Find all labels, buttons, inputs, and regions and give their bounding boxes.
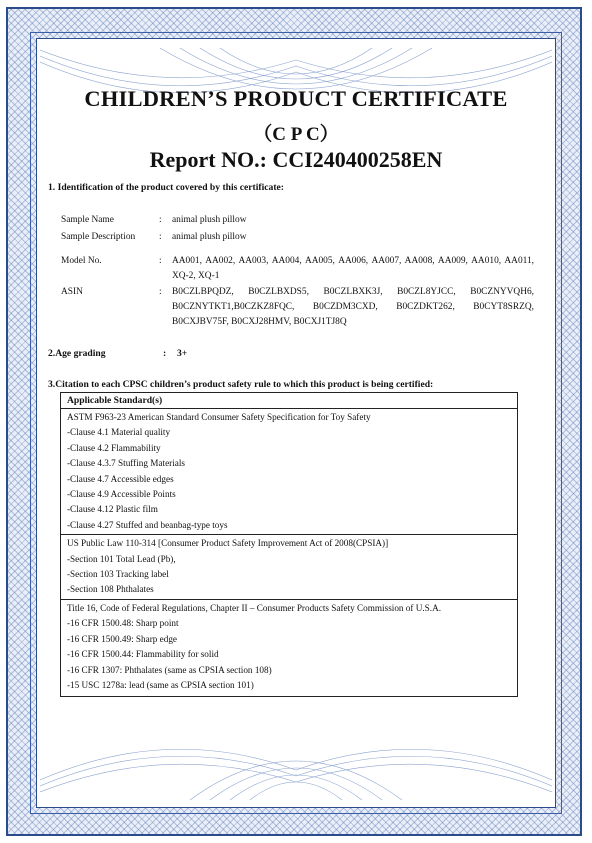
standard-line: -Clause 4.7 Accessible edges [67,473,174,484]
standard-group-astm [61,409,517,535]
section1-heading: 1. Identification of the product covered by this certificate: [48,182,284,193]
standard-line: Title 16, Code of Federal Regulations, Chapter II – Consumer Products Safety Commission of U.S.A. [67,602,442,613]
standard-line: -Section 103 Tracking label [67,569,169,580]
standard-line: -16 CFR 1500.44: Flammability for solid [67,649,219,660]
standard-line: -16 CFR 1500.48: Sharp point [67,618,179,629]
sample-name-value: animal plush pillow [172,215,247,225]
colon: : [159,232,162,242]
sample-description-label: Sample Description [61,232,136,242]
standard-line: -Clause 4.2 Flammability [67,442,161,453]
standards-table [60,392,518,697]
certificate-subtitle: （C P C） [253,124,339,145]
age-grading-value: 3+ [177,348,188,359]
standard-line: -Clause 4.1 Material quality [67,427,171,438]
model-label: Model No. [61,256,102,266]
asin-label: ASIN [61,287,83,297]
standard-group-cfr [61,600,517,694]
standard-group-cpsia [61,535,517,600]
colon: : [159,256,162,266]
standard-line: -Clause 4.27 Stuffed and beanbag-type toys [67,519,228,530]
standard-line: -16 CFR 1307: Phthalates (same as CPSIA section 108) [67,664,272,675]
sample-description-value: animal plush pillow [172,232,247,242]
standard-line: -15 USC 1278a: lead (same as CPSIA section 101) [67,679,254,690]
standard-line: -Section 108 Phthalates [67,584,154,595]
standard-line: ASTM F963-23 American Standard Consumer Safety Specification for Toy Safety [67,412,371,422]
asin-value: B0CZLBPQDZ, B0CZLBXDS5, B0CZLBXK3J, B0CZL8YJCC, B0CZNYVQH6, B0CZNYTKT1,B0CZKZ8FQC, B0CZDM3CXD, B0CZDKT262, B0CYT8SRZQ, B0CXJBV75F, B0CXJ28HMV, B0CXJ1TJ8Q [172,287,534,327]
standard-line: -Clause 4.3.7 Stuffing Materials [67,458,185,469]
standards-table-header: Applicable Standard(s) [61,393,517,409]
colon: : [159,215,162,225]
report-number: Report NO.: CCI240400258EN [149,147,443,172]
section2-heading: 2.Age grading [48,348,106,359]
standard-line: US Public Law 110-314 [Consumer Product Safety Improvement Act of 2008(CPSIA)] [67,538,389,549]
colon: : [159,287,162,297]
standard-line: -16 CFR 1500.49: Sharp edge [67,633,177,644]
standard-line: -Clause 4.9 Accessible Points [67,489,176,500]
standard-line: -Section 101 Total Lead (Pb), [67,553,176,564]
certificate-title: CHILDREN’S PRODUCT CERTIFICATE [84,86,508,111]
standard-line: -Clause 4.12 Plastic film [67,504,158,515]
age-colon: : [163,348,167,359]
sample-name-label: Sample Name [61,215,114,225]
section3-heading: 3.Citation to each CPSC children’s product safety rule to which this product is being certified: [48,379,434,390]
model-value: AA001, AA002, AA003, AA004, AA005, AA006, AA007, AA008, AA009, AA010, AA011, XQ-2, XQ-1 [172,256,534,281]
